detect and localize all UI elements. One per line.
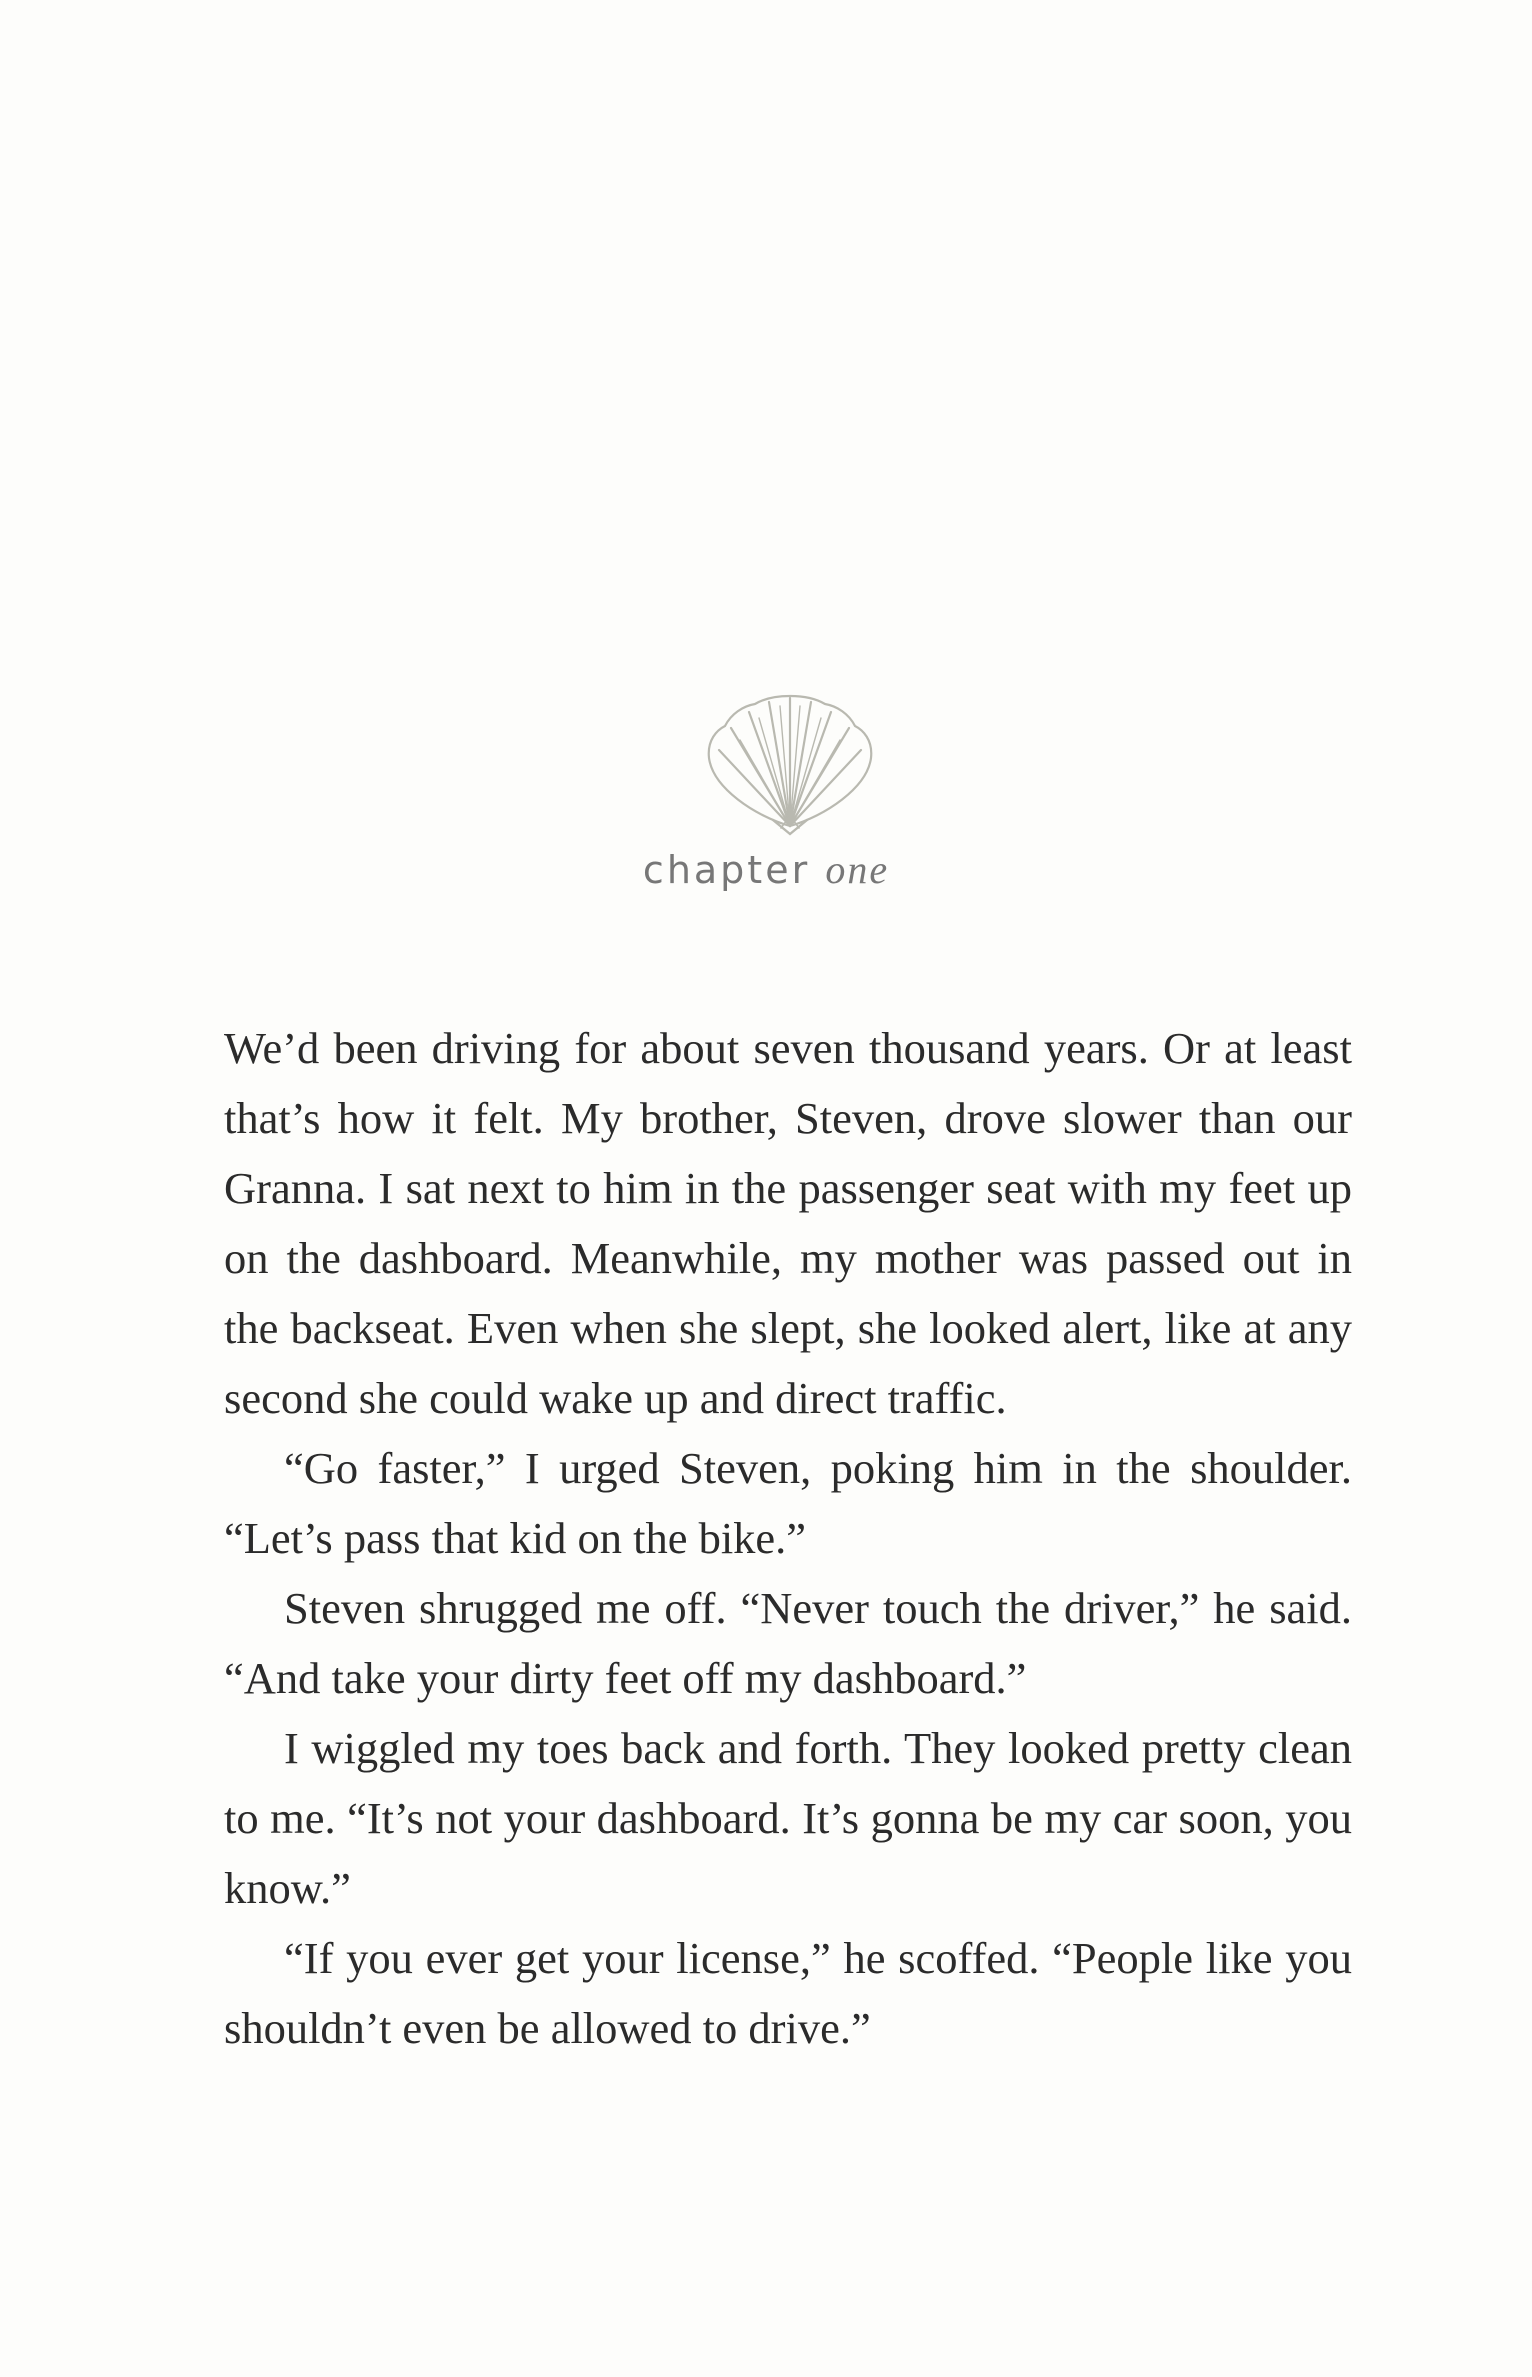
chapter-word: chapter <box>642 848 811 892</box>
paragraph-1: We’d been driving for about seven thousand years. Or at least that’s how it felt. My brother, Steven, drove slower than our Granna. I sat next to him in the passenger seat with my feet up on the dashboard. Meanwhile, my mother was passed out in the backseat. Even when she slept, she looked alert, like at any second she could wake up and direct traffic. <box>224 1023 1352 1423</box>
seashell-icon <box>695 688 885 838</box>
chapter-number: one <box>825 847 890 892</box>
chapter-body <box>224 1013 1352 2063</box>
paragraph-2: “Go faster,” I urged Steven, poking him in the shoulder. “Let’s pass that kid on the bike.” <box>224 1443 1352 1563</box>
paragraph-5: “If you ever get your license,” he scoffed. “People like you shouldn’t even be allowed to drive.” <box>224 1933 1352 2053</box>
chapter-heading <box>0 846 1532 893</box>
paragraph-4: I wiggled my toes back and forth. They looked pretty clean to me. “It’s not your dashboard. It’s gonna be my car soon, you know.” <box>224 1723 1352 1913</box>
paragraph-3: Steven shrugged me off. “Never touch the driver,” he said. “And take your dirty feet off my dashboard.” <box>224 1583 1352 1703</box>
